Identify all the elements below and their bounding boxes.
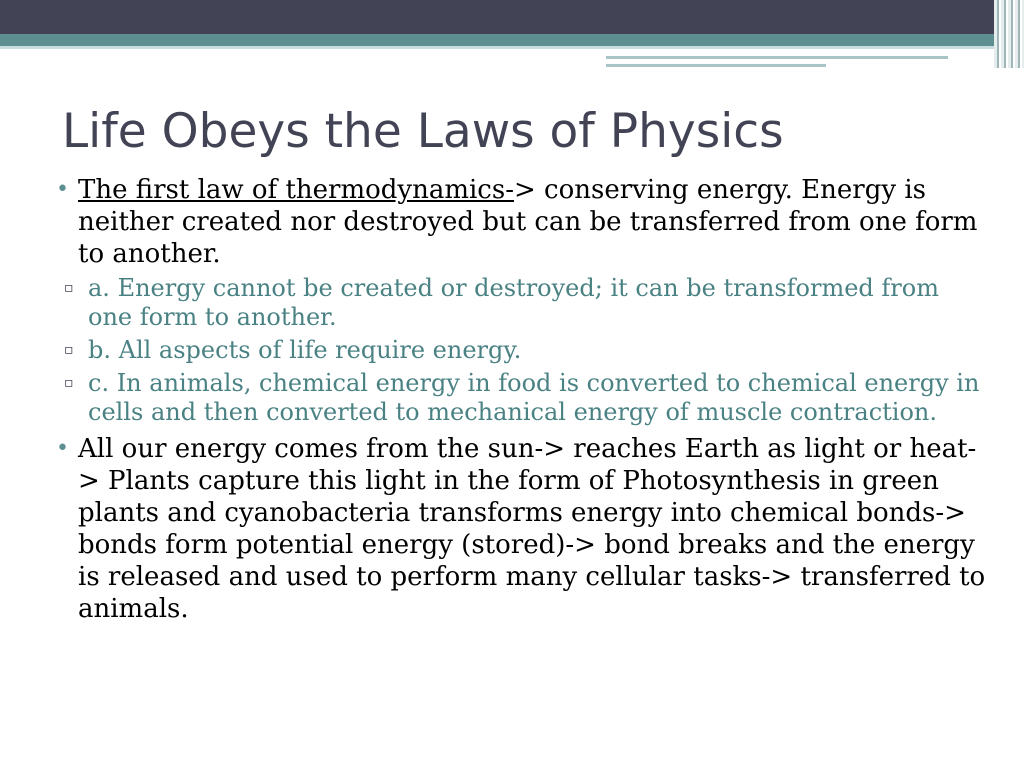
header-band-teal <box>0 34 1024 46</box>
header-band-dark <box>0 0 1024 34</box>
slide-body <box>56 174 986 625</box>
bullet-text: All our energy comes from the sun-> reaches Earth as light or heat-> Plants capture this light in the form of Photosynthesis in green plants and cyanobacteria transforms energy into chemical bonds-> bonds form potential energy (stored)-> bond breaks and the energy is released and used to perform many cellular tasks-> transferred to animals. <box>78 434 986 624</box>
bullet-dot-icon: • <box>56 436 69 461</box>
header-rule-long <box>606 56 948 59</box>
header-rule-short <box>606 64 826 67</box>
slide-title: Life Obeys the Laws of Physics <box>62 104 784 159</box>
sub-item-a <box>56 274 986 332</box>
sub-item-b <box>56 336 986 365</box>
sub-item-text: c. In animals, chemical energy in food is converted to chemical energy in cells and then converted to mechanical energy of muscle contraction. <box>88 369 980 426</box>
bullet-item-first-law <box>56 174 986 270</box>
sub-item-text: b. All aspects of life require energy. <box>88 336 522 364</box>
bullet-dot-icon: • <box>56 177 69 202</box>
bullet-text: > conserving energy. Energy is neither created nor destroyed but can be transferred from one form to another. <box>78 175 978 269</box>
square-bullet-icon: ▫ <box>64 280 74 296</box>
header-stripes-decoration <box>994 0 1024 68</box>
sub-list <box>56 274 986 427</box>
square-bullet-icon: ▫ <box>64 375 74 391</box>
sub-item-text: a. Energy cannot be created or destroyed; it can be transformed from one form to another. <box>88 274 939 331</box>
first-law-link[interactable]: The first law of thermodynamics- <box>78 175 514 205</box>
bullet-item-energy-sun <box>56 433 986 625</box>
square-bullet-icon: ▫ <box>64 342 74 358</box>
header-band-light <box>0 46 1024 49</box>
sub-item-c <box>56 369 986 427</box>
